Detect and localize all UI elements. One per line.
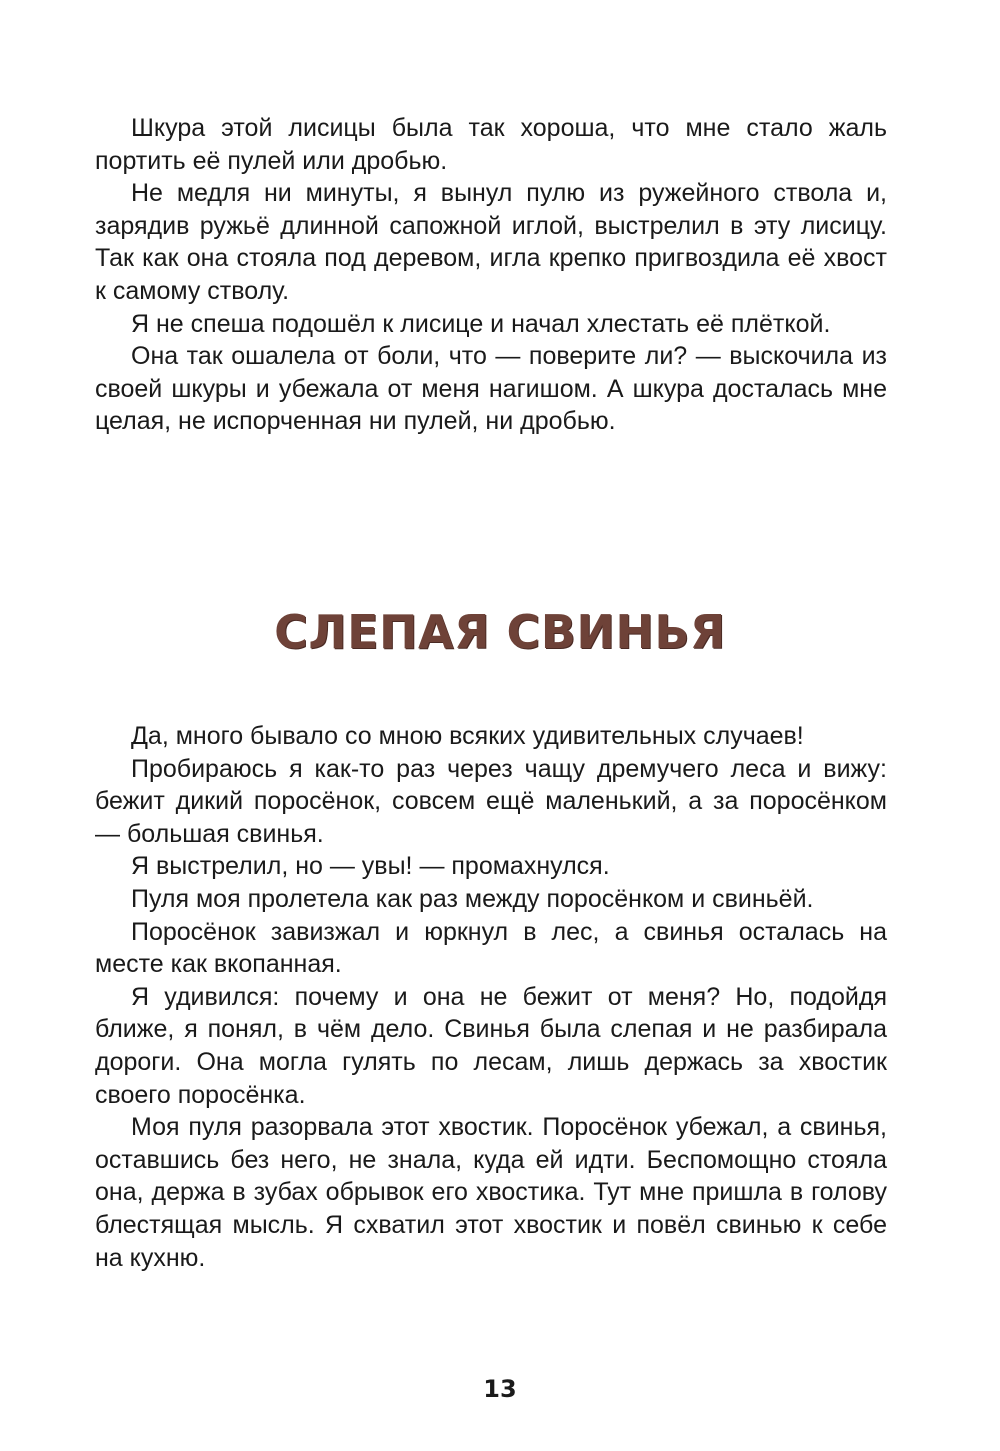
paragraph: Не медля ни минуты, я вынул пулю из ружейного ствола и, зарядив ружьё длинной сапожной иглой, выстрелил в эту лисицу. Так как она стояла под деревом, игла крепко пригвоздила её хвост к самому стволу. — [95, 179, 887, 305]
story-ending-text — [95, 112, 887, 438]
paragraph: Пробираюсь я как-то раз через чащу дремучего леса и вижу: бежит дикий поросёнок, совсем ещё маленький, а за поросёнком — большая свинья. — [95, 754, 887, 848]
chapter-text — [95, 720, 887, 1274]
paragraph: Я выстрелил, но — увы! — промахнулся. — [131, 852, 610, 881]
paragraph: Я удивился: почему и она не бежит от меня? Но, подойдя ближе, я понял, в чём дело. Свинья была слепая и не разбирала дороги. Она могла гулять по лесам, лишь держась за хвостик своего поросёнка. — [95, 982, 887, 1109]
paragraph: Моя пуля разорвала этот хвостик. Поросёнок убежал, а свинья, оставшись без него, не знала, куда ей идти. Беспомощно стояла она, держа в зубах обрывок его хвостика. Тут мне пришла в голову блестящая мысль. Я схватил этот хвостик и повёл свинью к себе на кухню. — [95, 1113, 887, 1272]
page-number: 13 — [483, 1375, 517, 1403]
paragraph: Да, много бывало со мною всяких удивительных случаев! — [131, 722, 804, 750]
chapter-title: СЛЕПАЯ СВИНЬЯ — [274, 605, 726, 659]
paragraph: Шкура этой лисицы была так хороша, что мне стало жаль портить её пулей или дробью. — [95, 114, 887, 175]
paragraph: Она так ошалела от боли, что — поверите ли? — выскочила из своей шкуры и убежала от меня нагишом. А шкура досталась мне целая, не испорченная ни пулей, ни дробью. — [95, 342, 887, 436]
paragraph: Поросёнок завизжал и юркнул в лес, а свинья осталась на месте как вкопанная. — [95, 917, 887, 979]
paragraph: Я не спеша подошёл к лисице и начал хлестать её плёткой. — [131, 309, 831, 338]
paragraph: Пуля моя пролетела как раз между поросёнком и свиньёй. — [131, 884, 814, 913]
